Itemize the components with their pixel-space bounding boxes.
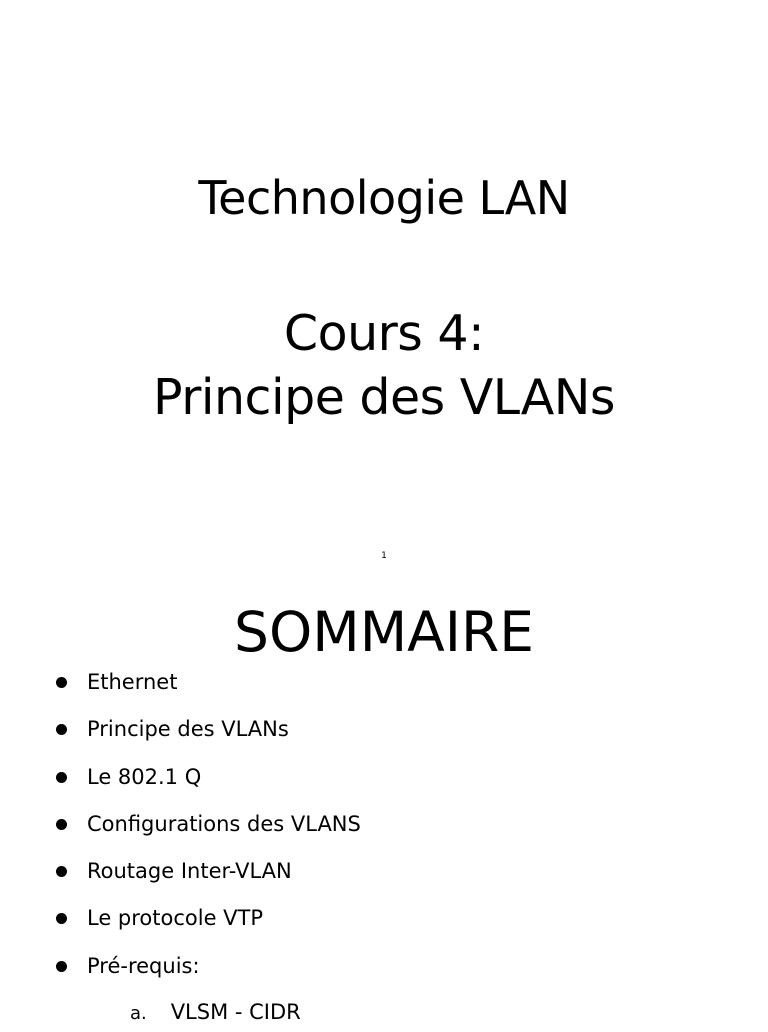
slide-subtitle — [0, 302, 768, 430]
toc-item — [0, 806, 361, 853]
toc-item-label: Configurations des VLANS — [87, 811, 361, 836]
section-title: SOMMAIRE — [234, 600, 534, 664]
subtitle-line-2: Principe des VLANs — [153, 369, 615, 426]
bullet-icon — [56, 961, 67, 972]
toc-item — [0, 711, 361, 758]
toc-item — [0, 759, 361, 806]
toc-item — [0, 948, 361, 995]
bullet-icon — [56, 677, 67, 688]
toc-item-label: Le protocole VTP — [87, 906, 264, 931]
toc-subitem-label: VLSM - CIDR — [170, 1000, 301, 1024]
bullet-icon — [56, 772, 67, 783]
bullet-icon — [56, 724, 67, 735]
toc-item-label: Le 802.1 Q — [87, 764, 202, 789]
bullet-icon — [56, 866, 67, 877]
toc-subitem — [130, 994, 301, 1032]
toc-item — [0, 900, 361, 947]
subtitle-line-1: Cours 4: — [283, 305, 485, 362]
bullet-icon — [56, 819, 67, 830]
toc-item-label: Pré-requis: — [87, 953, 200, 978]
bullet-icon — [56, 913, 67, 924]
toc-sublist — [130, 994, 301, 1032]
toc-item — [0, 853, 361, 900]
toc-subitem-marker: a. — [130, 1003, 147, 1024]
toc-list — [0, 664, 361, 995]
toc-item — [0, 664, 361, 711]
toc-item-label: Principe des VLANs — [87, 717, 289, 742]
toc-item-label: Ethernet — [87, 670, 178, 694]
toc-item-label: Routage Inter-VLAN — [87, 859, 292, 884]
slide-title: Technologie LAN — [198, 171, 570, 225]
page-number: 1 — [381, 551, 387, 561]
